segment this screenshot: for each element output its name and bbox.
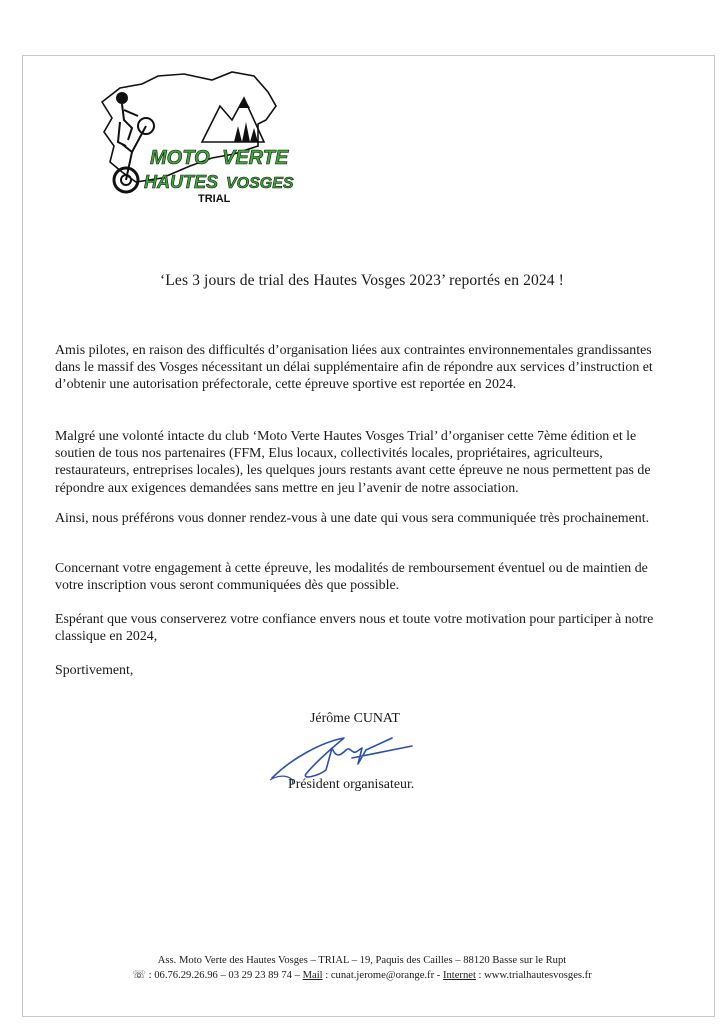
paragraph-1: Amis pilotes, en raison des difficultés d’organisation liées aux contraintes environnementales grandissantes dans le massif des Vosges nécessitant un délai supplémentaire afin de répondre aux services d’instruction et d’obtenir une autorisation préfectorale, cette épreuve sportive est reportée en 2024. [55,343,653,393]
club-logo [62,62,312,212]
fir-trees-icon [234,122,258,142]
paragraph-5: Espérant que vous conserverez votre confiance envers nous et toute votre motivation pour participer à notre classique en 2024, [55,612,654,645]
closing-salutation: Sportivement, [55,663,134,678]
footer-contact [0,968,724,983]
logo-text-trial: TRIAL [198,193,231,205]
logo-text-hautes: HAUTES [144,172,219,192]
signatory-name: Jérôme CUNAT [310,711,400,726]
logo-text-vosges: VOSGES [226,175,294,192]
footer-mail-label: Mail [302,970,323,981]
paragraph-2: Malgré une volonté intacte du club ‘Moto Verte Hautes Vosges Trial’ d’organiser cette 7ème édition et le soutien de tous nos partenaires (FFM, Elus locaux, collectivités locales, propriétaires, agriculteurs, restaurateurs, entreprises locales), les quelques jours restants avant cette épreuve ne nous permettent pas de répondre aux exigences demandées sans mettre en jeu l’avenir de notre association. [55,429,651,496]
footer-internet-label: Internet [442,970,476,981]
logo-text-verte: VERTE [222,147,289,169]
paragraph-4: Concernant votre engagement à cette épreuve, les modalités de remboursement éventuel ou de maintien de votre inscription vous seront communiquées dès que possible. [55,561,648,594]
letter-title: ‘Les 3 jours de trial des Hautes Vosges 2023’ reportés en 2024 ! [160,272,564,289]
footer-website[interactable]: : www.trialhautesvosges.fr [475,970,592,981]
footer-phones: : 06.76.29.26.96 – 03 29 23 89 74 – [146,970,303,981]
paragraph-3: Ainsi, nous préférons vous donner rendez-vous à une date qui vous sera communiquée très prochainement. [55,511,650,526]
phone-icon: ☏ [132,969,147,981]
footer-mail[interactable]: : cunat.jerome@orange.fr - [322,970,443,981]
signatory-role: Président organisateur. [288,777,415,792]
logo-text-moto: MOTO [150,147,210,169]
footer-address: Ass. Moto Verte des Hautes Vosges – TRIAL – 19, Paquis des Cailles – 88120 Basse sur le Rupt [157,955,567,966]
